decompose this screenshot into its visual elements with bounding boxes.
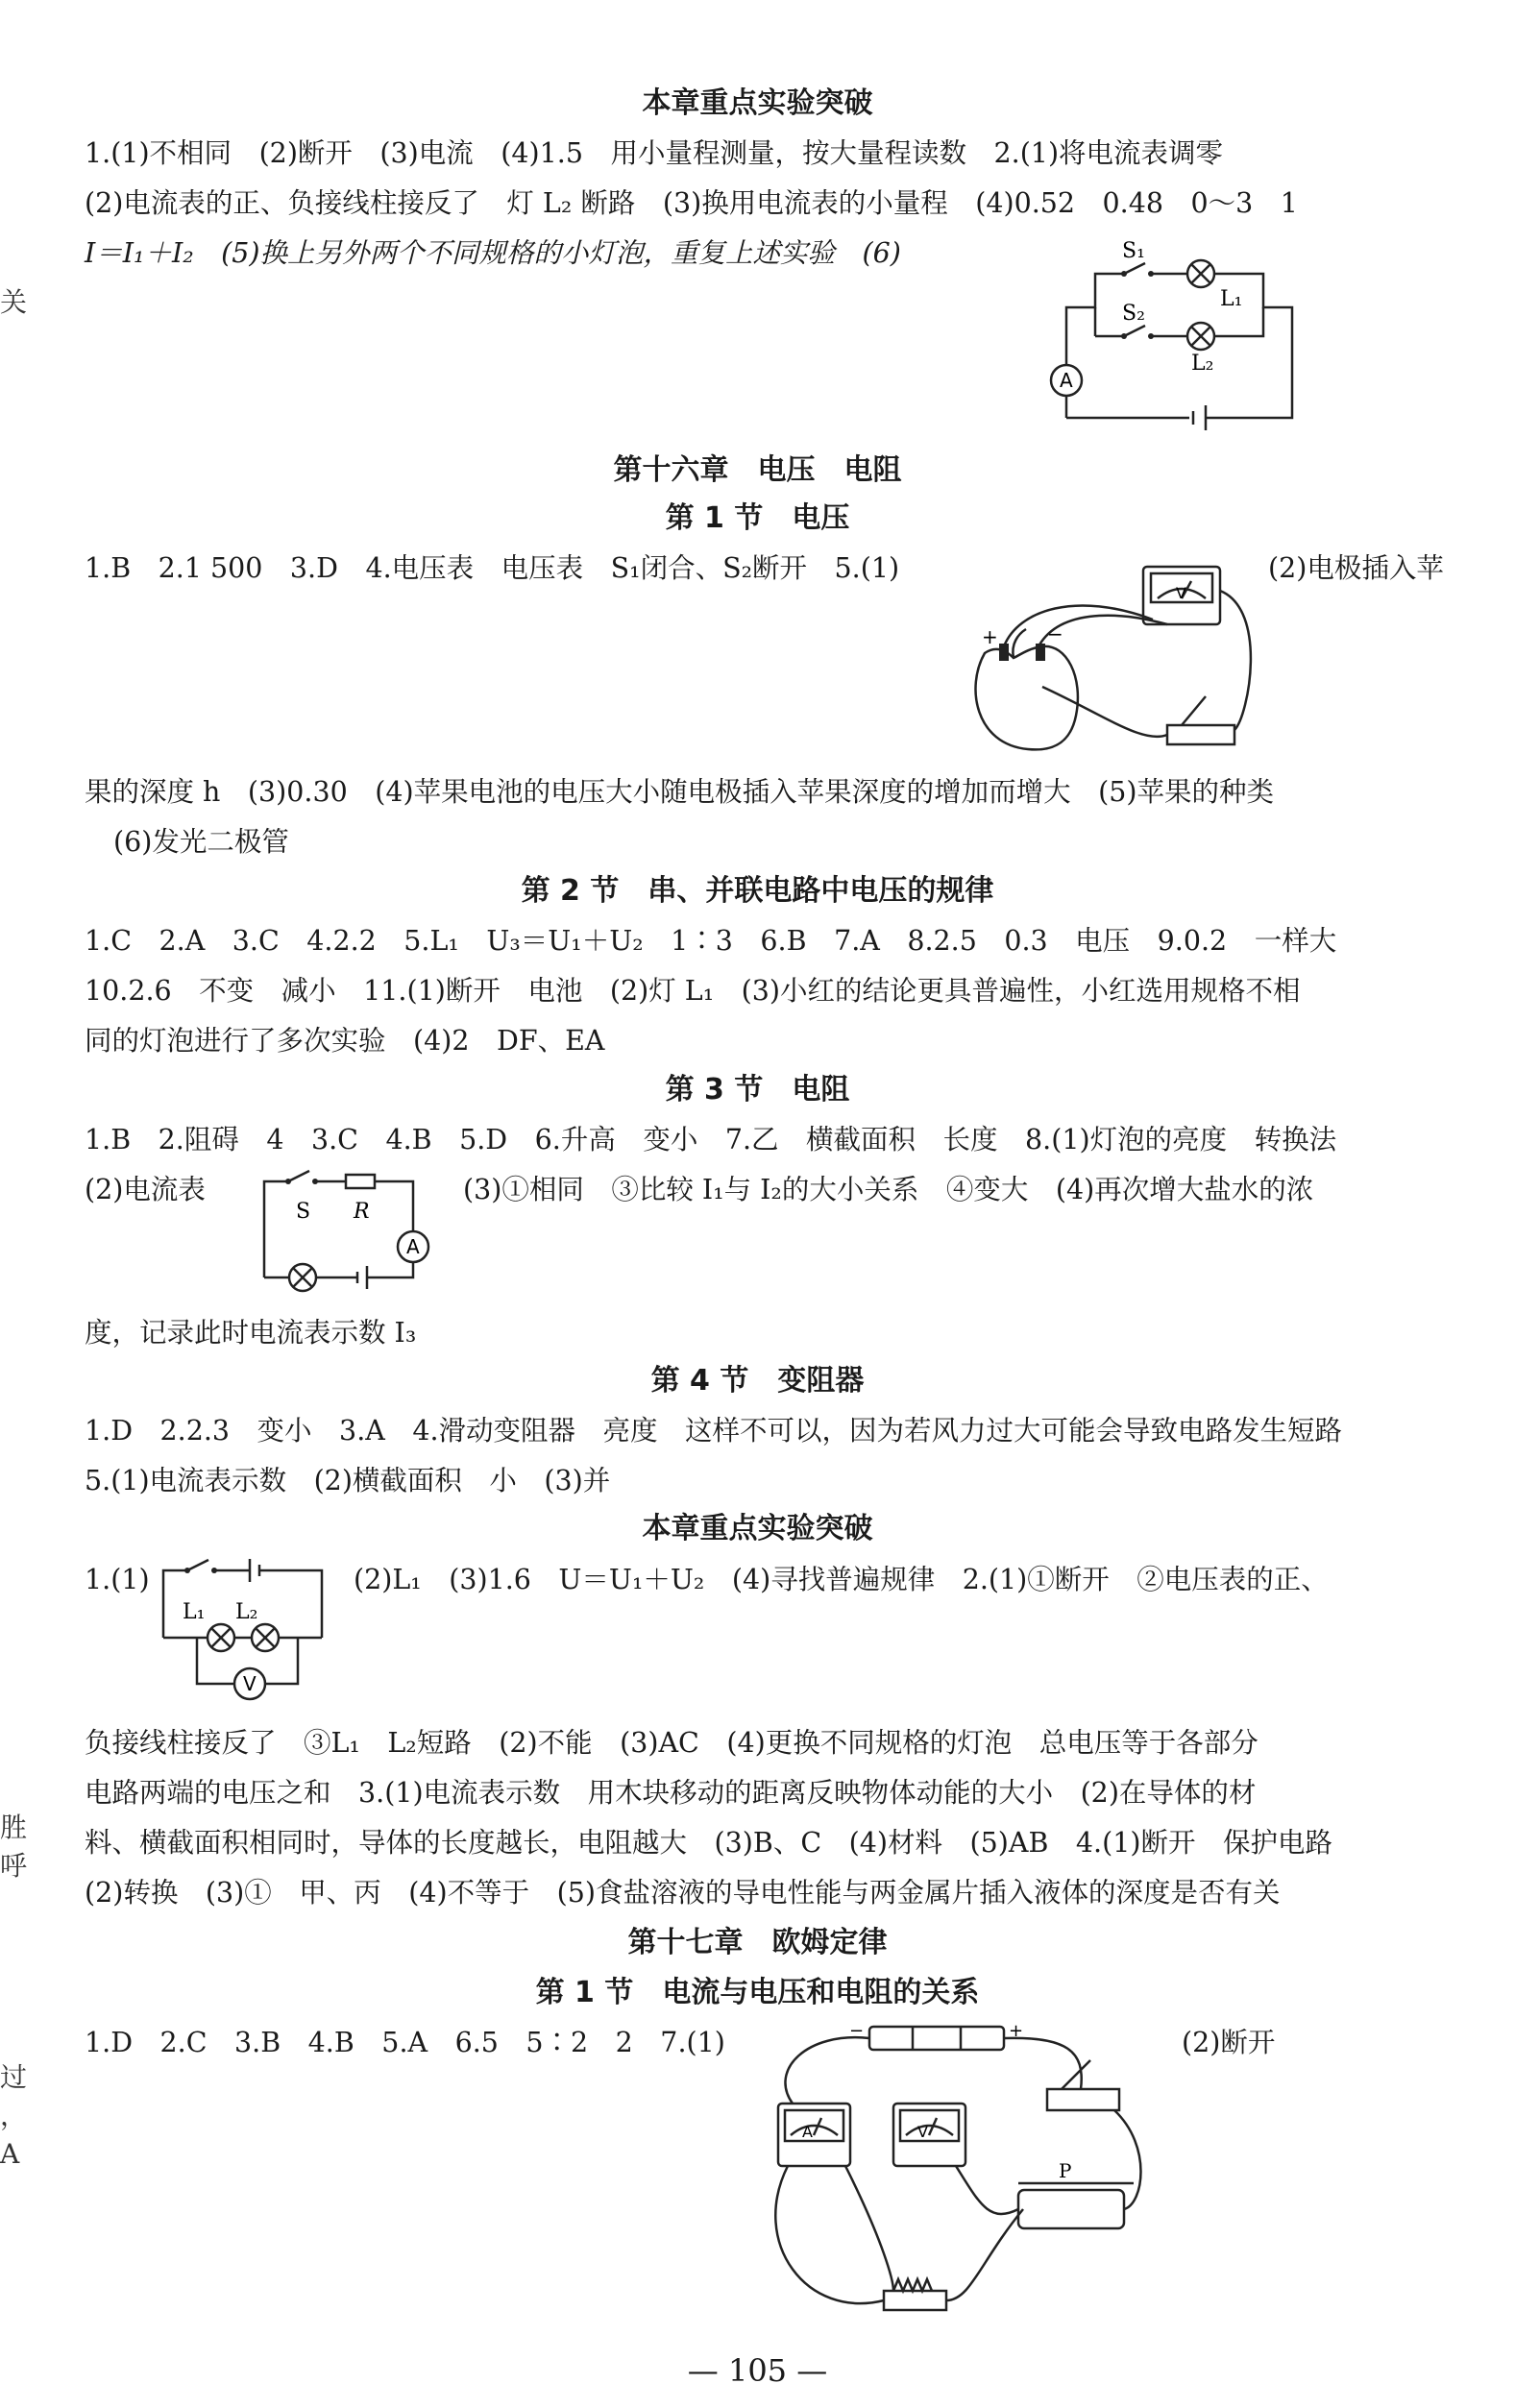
series-circuit-figure	[250, 1162, 442, 1297]
voltmeter-label: V	[1176, 584, 1186, 602]
section-heading: 本章重点实验突破	[642, 1512, 873, 1545]
answer-line: 10.2.6 不变 减小 11.(1)断开 电池 (2)灯 L₁ (3)小红的结论更具普遍性，小红选用规格不相	[85, 975, 1301, 1007]
answer-line: (3)①相同 ③比较 I₁与 I₂的大小关系 ④变大 (4)再次增大盐水的浓	[463, 1174, 1314, 1205]
answer-line: 1.B 2.阻碍 4 3.C 4.B 5.D 6.升高 变小 7.乙 横截面积 长度 8.(1)灯泡的亮度 转换法	[85, 1124, 1337, 1155]
edge-fragment: 关	[0, 286, 28, 318]
answer-line: 电路两端的电压之和 3.(1)电流表示数 用木块移动的距离反映物体动能的大小 (2)在导体的材	[85, 1777, 1257, 1809]
voltmeter-circuit-figure	[154, 1551, 336, 1710]
section-heading: 本章重点实验突破	[642, 86, 873, 120]
label-l2: L₂	[235, 1600, 258, 1624]
answer-line: 1.(1)	[85, 1564, 150, 1595]
edge-fragment: 胜	[0, 1812, 28, 1843]
plus-label: +	[1009, 2021, 1024, 2041]
edge-fragment: A	[0, 2138, 20, 2170]
answer-line: 料、横截面积相同时，导体的长度越长，电阻越大 (3)B、C (4)材料 (5)AB 4.(1)断开 保护电路	[85, 1827, 1332, 1859]
label-l2: L₂	[1191, 352, 1214, 376]
answer-line: 1.(1)不相同 (2)断开 (3)电流 (4)1.5 用小量程测量，按大量程读数 2.(1)将电流表调零	[85, 137, 1224, 169]
answer-line: 负接线柱接反了 ③L₁ L₂短路 (2)不能 (3)AC (4)更换不同规格的灯泡 总电压等于各部分	[85, 1727, 1258, 1759]
label-s2: S₂	[1122, 302, 1145, 326]
section-heading: 第 4 节 变阻器	[650, 1364, 865, 1398]
label-l1: L₁	[1220, 287, 1243, 311]
answer-line: 1.C 2.A 3.C 4.2.2 5.L₁ U₃＝U₁＋U₂ 1∶3 6.B 7.A 8.2.5 0.3 电压 9.0.2 一样大	[85, 925, 1337, 957]
page-number: — 105 —	[687, 2352, 828, 2389]
switch-label: S	[296, 1200, 311, 1224]
label-s1: S₁	[1122, 239, 1145, 263]
answer-line: 1.D 2.C 3.B 4.B 5.A 6.5 5∶2 2 7.(1)	[85, 2027, 725, 2058]
answer-line: 5.(1)电流表示数 (2)横截面积 小 (3)并	[85, 1465, 611, 1496]
voltmeter-label: V	[917, 2123, 928, 2141]
parallel-circuit-figure	[1047, 240, 1307, 432]
ammeter-label: A	[1060, 369, 1073, 392]
voltmeter-label: V	[243, 1672, 257, 1695]
section-heading: 第 2 节 串、并联电路中电压的规律	[521, 874, 994, 908]
edge-fragment: 过	[0, 2061, 28, 2093]
answer-line: (2)电流表的正、负接线柱接反了 灯 L₂ 断路 (3)换用电流表的小量程 (4)0.52 0.48 0～3 1	[85, 187, 1298, 219]
chapter-heading: 第十六章 电压 电阻	[613, 453, 902, 487]
answer-line: (2)电极插入苹	[1268, 552, 1444, 584]
label-l1: L₁	[183, 1600, 206, 1624]
chapter-heading: 第十七章 欧姆定律	[627, 1926, 888, 1959]
answer-line: 1.B 2.1 500 3.D 4.电压表 电压表 S₁闭合、S₂断开 5.(1)	[85, 552, 900, 584]
resistor-label: R	[354, 1200, 370, 1224]
slider-label: P	[1059, 2159, 1072, 2182]
ammeter-label: A	[802, 2123, 813, 2141]
edge-fragment: 呼	[0, 1850, 28, 1882]
ammeter-label: A	[406, 1235, 420, 1258]
minus-label: −	[849, 2021, 865, 2041]
answer-line: 度，记录此时电流表示数 I₃	[85, 1317, 417, 1349]
answer-line: (2)转换 (3)① 甲、丙 (4)不等于 (5)食盐溶液的导电性能与两金属片插入液体的深度是否有关	[85, 1877, 1281, 1909]
answer-line: (6)发光二极管	[113, 826, 289, 858]
section-heading: 第 1 节 电压	[665, 501, 850, 535]
section-heading: 第 3 节 电阻	[665, 1073, 850, 1107]
section-heading: 第 1 节 电流与电压和电阻的关系	[535, 1976, 980, 2009]
answer-line: 果的深度 h (3)0.30 (4)苹果电池的电压大小随电极插入苹果深度的增加而增大 (5)苹果的种类	[85, 776, 1274, 808]
answer-line: (2)L₁ (3)1.6 U＝U₁＋U₂ (4)寻找普遍规律 2.(1)①断开 ②电压表的正、	[354, 1564, 1329, 1595]
plus-label: +	[982, 625, 998, 648]
apple-battery-figure	[961, 552, 1258, 768]
answer-line: 1.D 2.2.3 变小 3.A 4.滑动变阻器 亮度 这样不可以，因为若风力过大可能会导致电路发生短路	[85, 1415, 1343, 1447]
answer-line: 同的灯泡进行了多次实验 (4)2 DF、EA	[85, 1025, 605, 1057]
answer-line: I＝I₁＋I₂ (5)换上另外两个不同规格的小灯泡，重复上述实验 (6)	[85, 237, 901, 269]
physical-circuit-figure	[749, 2012, 1172, 2334]
answer-line: (2)电流表	[85, 1174, 206, 1205]
edge-fragment: ，	[0, 2100, 28, 2131]
answer-line: (2)断开	[1182, 2027, 1276, 2058]
minus-label: −	[1047, 622, 1063, 645]
